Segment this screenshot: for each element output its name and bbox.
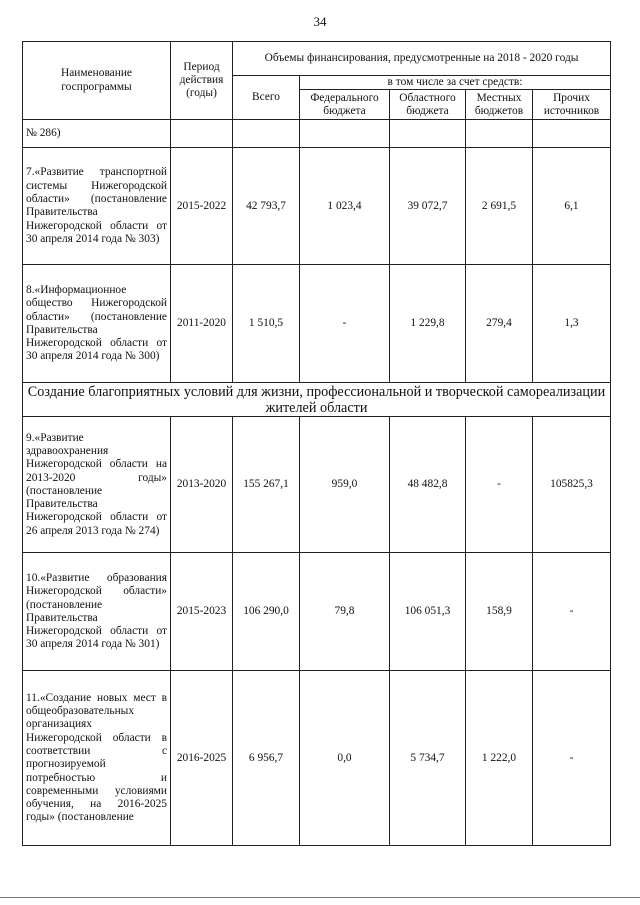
program-name: 9.«Развитие здравоохранения Нижегородской области на 2013-2020 годы» (постановление Правительства Нижегородской области от 26 апреля 2013 года № 274) bbox=[26, 431, 167, 537]
program-name: 7.«Развитие транспортной системы Нижегородской области» (постановление Правительства Нижегородской области от 30 апреля 2014 года № 303) bbox=[26, 166, 167, 245]
other-cell: 6,1 bbox=[533, 148, 611, 265]
header-other: Прочих источников bbox=[533, 90, 611, 120]
table-row bbox=[23, 553, 611, 671]
table-row-carry bbox=[23, 120, 611, 148]
federal-cell: 79,8 bbox=[300, 553, 390, 671]
table-row bbox=[23, 265, 611, 383]
federal-cell: 1 023,4 bbox=[300, 148, 390, 265]
carry-cell: № 286) bbox=[23, 120, 171, 148]
header-funding: Объемы финансирования, предусмотренные на 2018 - 2020 годы bbox=[233, 42, 611, 76]
period-cell: 2011-2020 bbox=[171, 265, 233, 383]
program-name-cell bbox=[23, 553, 171, 671]
regional-cell: 5 734,7 bbox=[390, 671, 466, 846]
local-cell: - bbox=[466, 417, 533, 553]
page-number: 34 bbox=[313, 14, 327, 29]
period-cell: 2015-2023 bbox=[171, 553, 233, 671]
program-name-cell bbox=[23, 671, 171, 846]
period-cell: 2015-2022 bbox=[171, 148, 233, 265]
other-cell: 105825,3 bbox=[533, 417, 611, 553]
header-sources: в том числе за счет средств: bbox=[300, 76, 611, 90]
program-name: 11.«Создание новых мест в общеобразовательных организациях Нижегородской области в соответствии с прогнозируемой потребностью и современными условиями обучения, на 2016-2025 годы» (постановление bbox=[26, 691, 167, 824]
federal-cell: - bbox=[300, 265, 390, 383]
header-name: Наименование госпрограммы bbox=[23, 42, 171, 120]
header-local: Местных бюджетов bbox=[466, 90, 533, 120]
table-row bbox=[23, 671, 611, 846]
funding-table bbox=[22, 41, 611, 846]
table-row bbox=[23, 417, 611, 553]
local-cell: 1 222,0 bbox=[466, 671, 533, 846]
program-name-cell bbox=[23, 265, 171, 383]
header-regional: Областного бюджета bbox=[390, 90, 466, 120]
table-row bbox=[23, 148, 611, 265]
section-title: Создание благоприятных условий для жизни, профессиональной и творческой самореализации жителей области bbox=[23, 383, 611, 417]
local-cell: 158,9 bbox=[466, 553, 533, 671]
header-period: Период действия (годы) bbox=[171, 42, 233, 120]
header-total: Всего bbox=[233, 76, 300, 120]
regional-cell: 1 229,8 bbox=[390, 265, 466, 383]
total-cell: 6 956,7 bbox=[233, 671, 300, 846]
total-cell: 42 793,7 bbox=[233, 148, 300, 265]
federal-cell: 959,0 bbox=[300, 417, 390, 553]
program-name-cell bbox=[23, 417, 171, 553]
header-federal: Федерального бюджета bbox=[300, 90, 390, 120]
total-cell: 106 290,0 bbox=[233, 553, 300, 671]
program-name: 8.«Информационное общество Нижегородской области» (постановление Правительства Нижегородской области от 30 апреля 2014 года № 300) bbox=[26, 283, 167, 363]
total-cell: 1 510,5 bbox=[233, 265, 300, 383]
program-name-cell bbox=[23, 148, 171, 265]
program-name: 10.«Развитие образования Нижегородской области» (постановление Правительства Нижегородской области от 30 апреля 2014 года № 301) bbox=[26, 571, 167, 651]
regional-cell: 48 482,8 bbox=[390, 417, 466, 553]
local-cell: 2 691,5 bbox=[466, 148, 533, 265]
other-cell: 1,3 bbox=[533, 265, 611, 383]
federal-cell: 0,0 bbox=[300, 671, 390, 846]
regional-cell: 106 051,3 bbox=[390, 553, 466, 671]
local-cell: 279,4 bbox=[466, 265, 533, 383]
other-cell: - bbox=[533, 553, 611, 671]
total-cell: 155 267,1 bbox=[233, 417, 300, 553]
section-row bbox=[23, 383, 611, 417]
other-cell: - bbox=[533, 671, 611, 846]
regional-cell: 39 072,7 bbox=[390, 148, 466, 265]
period-cell: 2016-2025 bbox=[171, 671, 233, 846]
period-cell: 2013-2020 bbox=[171, 417, 233, 553]
page-bottom-rule bbox=[0, 897, 640, 898]
